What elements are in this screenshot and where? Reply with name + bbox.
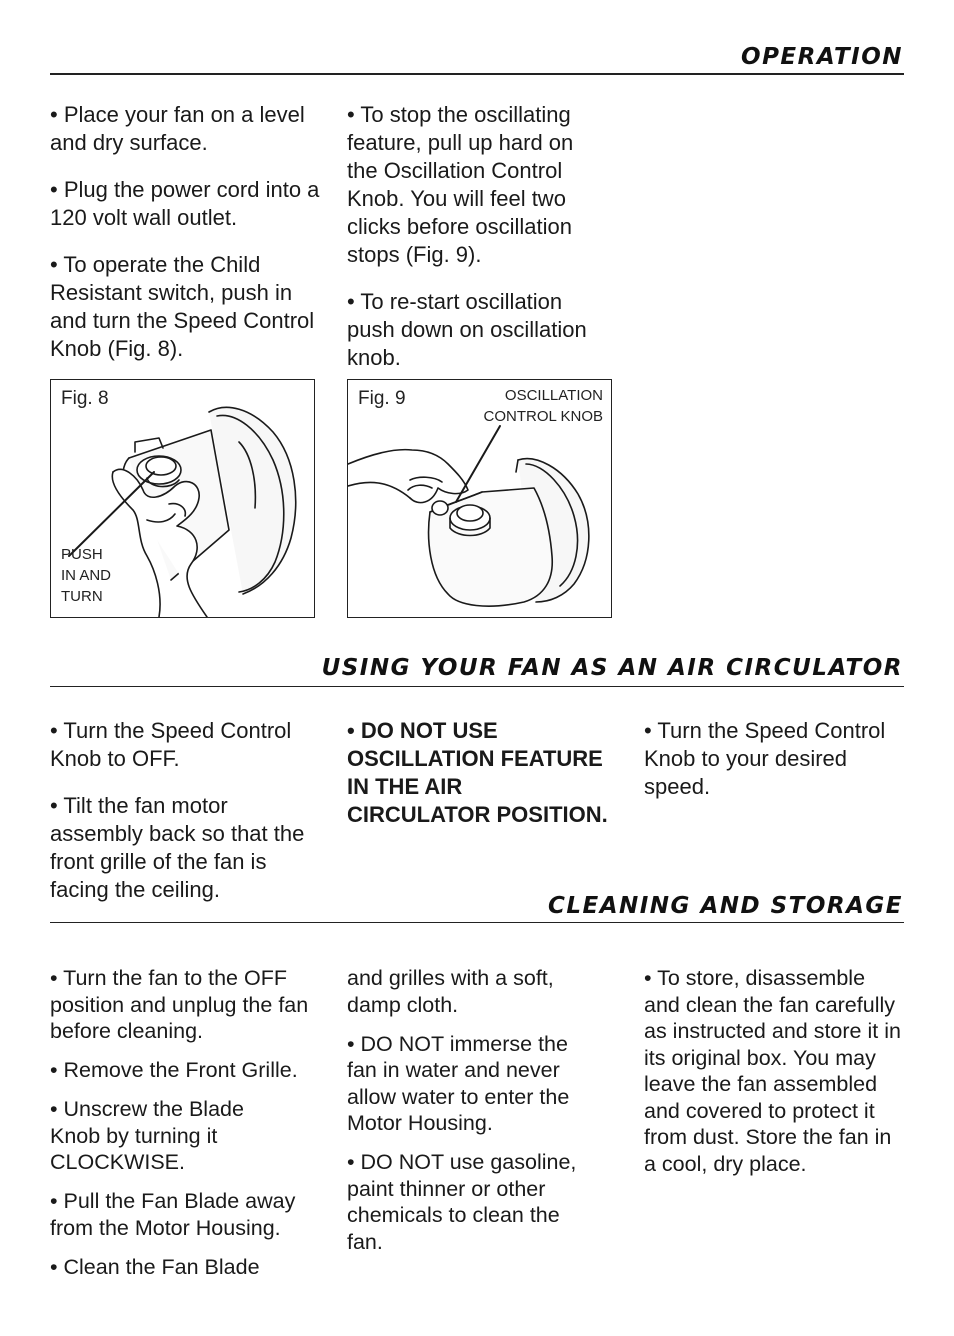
operation-step: • Plug the power cord into a 120 volt wall outlet. <box>50 177 320 230</box>
operation-step: • Place your fan on a level and dry surface. <box>50 102 305 155</box>
cleaning-column-3 <box>644 965 906 1190</box>
operation-column-1 <box>50 101 320 382</box>
cleaning-step: and grilles with a soft, damp cloth. <box>347 966 554 1017</box>
caption-line: CONTROL KNOB <box>483 408 603 425</box>
cleaning-heading: CLEANING AND STORAGE <box>547 893 903 919</box>
cleaning-step: • To store, disassemble and clean the fan carefully as instructed and store it in its original box. You may leave the fan assembled and covered to protect it from dust. Store the fan in a cool, dry place. <box>644 966 901 1176</box>
cleaning-step: • Clean the Fan Blade <box>50 1254 260 1279</box>
cleaning-step: • Pull the Fan Blade away from the Motor Housing. <box>50 1189 296 1240</box>
circulator-step: • Tilt the fan motor assembly back so that the front grille of the fan is facing the ceiling. <box>50 793 305 902</box>
air-circulator-column-1 <box>50 717 318 923</box>
circulator-warning: • DO NOT USE OSCILLATION FEATURE IN THE AIR CIRCULATOR POSITION. <box>347 718 608 827</box>
cleaning-rule <box>50 922 904 923</box>
figure-8-label: Fig. 8 <box>61 388 109 409</box>
cleaning-column-1 <box>50 965 318 1293</box>
caption-line: IN AND <box>61 567 112 584</box>
operation-step: • To re-start oscillation push down on oscillation knob. <box>347 289 587 370</box>
caption-line: PUSH <box>61 546 103 563</box>
circulator-step: • Turn the Speed Control Knob to OFF. <box>50 718 292 771</box>
air-circulator-column-3 <box>644 717 902 820</box>
figure-9-label: Fig. 9 <box>358 388 406 409</box>
cleaning-step: • Unscrew the Blade Knob by turning it CLOCKWISE. <box>50 1097 244 1174</box>
figure-9 <box>347 379 612 618</box>
cleaning-step: • Remove the Front Grille. <box>50 1058 298 1082</box>
caption-line: OSCILLATION <box>504 387 603 404</box>
cleaning-step: • Turn the fan to the OFF position and unplug the fan before cleaning. <box>50 966 309 1043</box>
cleaning-step: • DO NOT use gasoline, paint thinner or other chemicals to clean the fan. <box>347 1150 577 1254</box>
circulator-step: • Turn the Speed Control Knob to your desired speed. <box>644 718 886 799</box>
operation-step: • To operate the Child Resistant switch, push in and turn the Speed Control Knob (Fig. 8). <box>50 252 315 361</box>
operation-rule <box>50 73 904 75</box>
cleaning-column-2 <box>347 965 597 1268</box>
figure-9-caption <box>484 385 603 427</box>
air-circulator-column-2 <box>347 717 609 848</box>
operation-heading: OPERATION <box>741 44 903 70</box>
figure-8 <box>50 379 315 618</box>
operation-column-2 <box>347 101 609 391</box>
caption-line: TURN <box>61 588 103 605</box>
cleaning-step: • DO NOT immerse the fan in water and never allow water to enter the Motor Housing. <box>347 1031 570 1135</box>
figure-8-caption <box>61 544 111 607</box>
air-circulator-heading: USING YOUR FAN AS AN AIR CIRCULATOR <box>321 655 903 681</box>
air-circulator-rule <box>50 686 904 687</box>
operation-step: • To stop the oscillating feature, pull up hard on the Oscillation Control Knob. You will feel two clicks before oscillation stops (Fig. 9). <box>347 102 574 267</box>
